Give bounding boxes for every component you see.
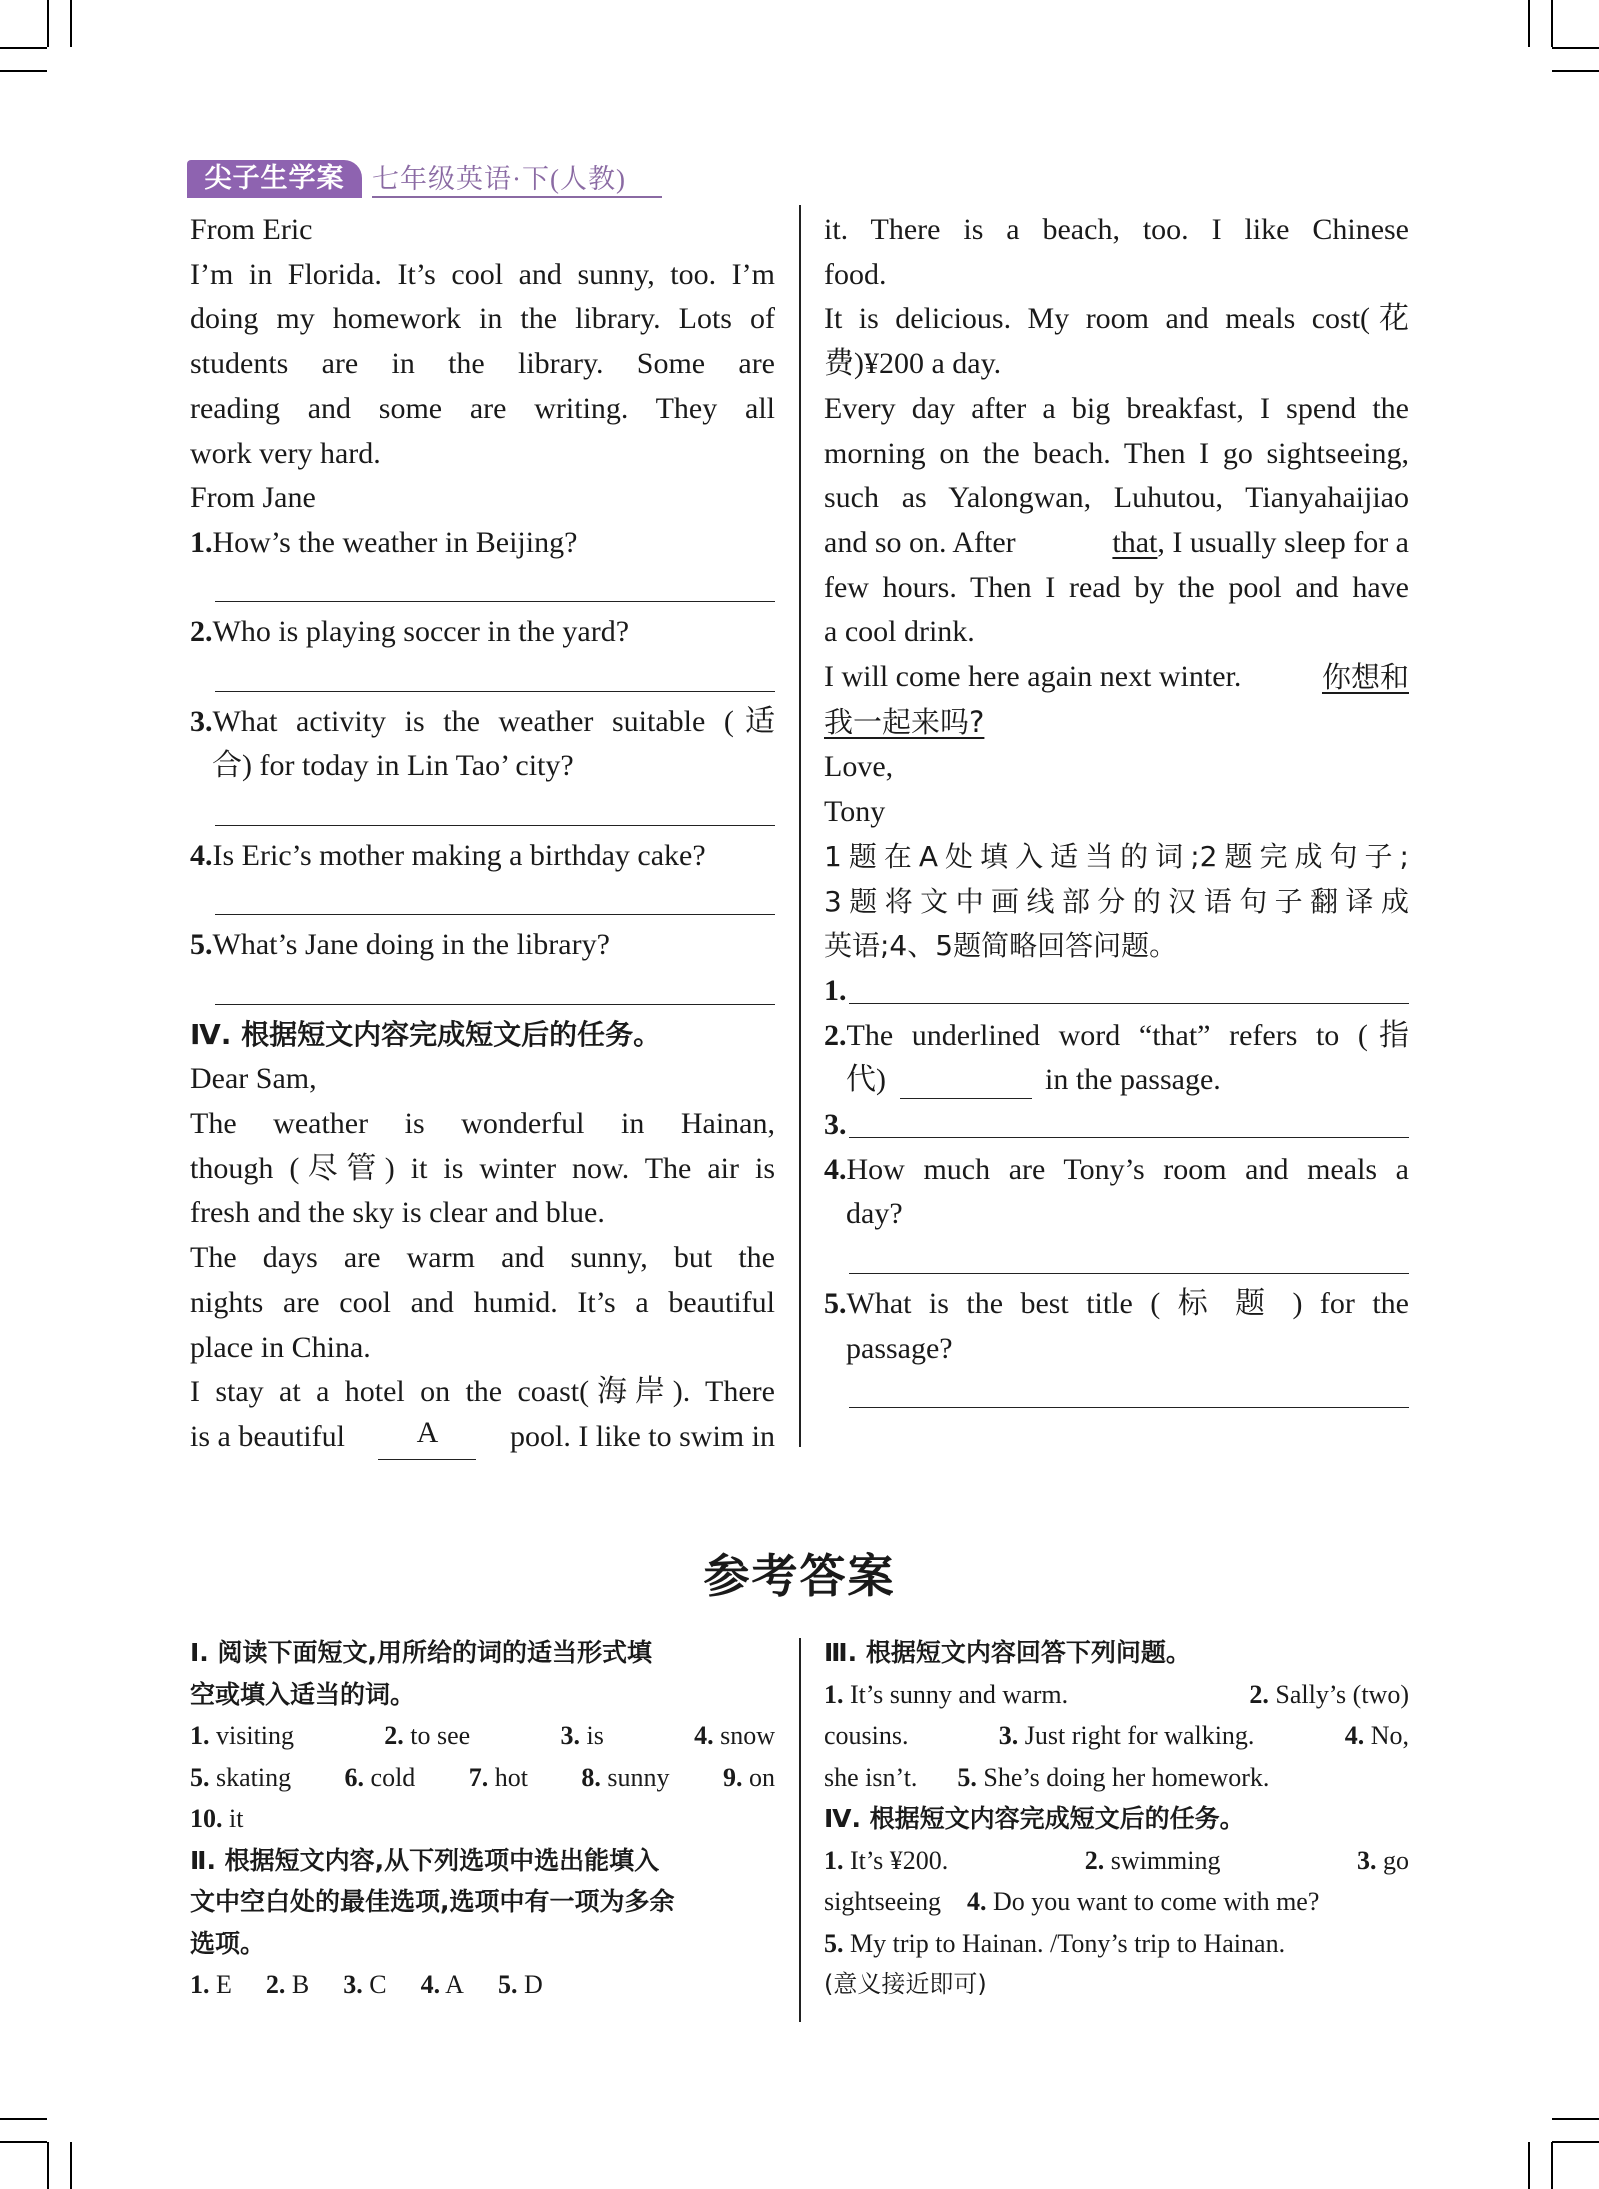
task-4 xyxy=(824,1148,1409,1193)
eric-letter-line: work very hard. xyxy=(190,436,381,470)
answer-text: C xyxy=(369,1970,387,1999)
letter-line: few hours. Then I read by the pool and have xyxy=(824,570,1409,604)
answer-line-5[interactable] xyxy=(190,968,775,1013)
answer-item xyxy=(581,1757,669,1799)
answer-text: hot xyxy=(494,1762,528,1792)
letter-line: nights are cool and humid. It’s a beautiful xyxy=(190,1285,775,1319)
task-4-cont: day? xyxy=(846,1197,903,1231)
crop-mark xyxy=(1528,2142,1530,2189)
task-2-cont xyxy=(824,1058,1409,1103)
question-text: What activity is the weather suitable (适 xyxy=(212,704,775,738)
letter-line: Every day after a big breakfast, I spend the xyxy=(824,391,1409,425)
question-text: Who is playing soccer in the yard? xyxy=(212,615,630,649)
answer-row xyxy=(824,1674,1409,1716)
answer-row xyxy=(190,1964,775,2006)
answer-line-4[interactable] xyxy=(190,879,775,924)
letter-text: and so on. After xyxy=(824,525,1016,559)
question-number: 2. xyxy=(190,615,213,649)
answer-text: sunny xyxy=(607,1762,670,1792)
answer-item xyxy=(824,1674,1068,1716)
answer-number: 7. xyxy=(468,1762,489,1792)
crop-mark xyxy=(1551,2142,1553,2189)
answer-row xyxy=(824,1757,1409,1799)
answer-item xyxy=(343,1964,386,2006)
instructions-line: 3题将文中画线部分的汉语句子翻译成 xyxy=(824,884,1409,918)
answer-line-2[interactable] xyxy=(190,655,775,700)
answer-row xyxy=(824,1923,1409,1965)
letter-line: place in China. xyxy=(190,1330,371,1364)
answer-text: My trip to Hainan. /Tony’s trip to Hainan. xyxy=(850,1928,1286,1958)
answer-row xyxy=(190,1757,775,1799)
answer-text: It’s sunny and warm. xyxy=(850,1679,1069,1709)
answer-number: 2. xyxy=(1249,1679,1269,1709)
task-number: 2. xyxy=(824,1018,847,1052)
blank-a[interactable]: A xyxy=(378,1415,476,1460)
task-number: 5. xyxy=(824,1286,847,1320)
book-subtitle: 七年级英语·下(人教) xyxy=(372,162,662,198)
letter-line: The days are warm and sunny, but the xyxy=(190,1241,775,1275)
answer-item xyxy=(1249,1674,1409,1716)
answer-row xyxy=(190,1798,775,1840)
answer-number: 1. xyxy=(824,1679,844,1709)
answer-section-2-heading: 选项。 xyxy=(190,1928,266,1958)
crop-mark xyxy=(1552,2118,1599,2120)
answer-number: 5. xyxy=(824,1928,844,1958)
task-5-answer-line[interactable] xyxy=(824,1371,1409,1416)
answer-line-3[interactable] xyxy=(190,789,775,834)
column-divider xyxy=(799,1638,801,2022)
letter-text: I will come here again next winter. xyxy=(824,660,1242,694)
crop-mark xyxy=(1552,70,1599,72)
eric-letter-line: reading and some are writing. They all xyxy=(190,391,775,425)
answer-number: 4. xyxy=(420,1970,441,1999)
answer-text: Do you want to come with me? xyxy=(993,1887,1320,1916)
answer-item xyxy=(560,1715,603,1757)
letter-closing: Love, xyxy=(824,750,894,784)
question-4 xyxy=(190,834,775,879)
answer-item xyxy=(999,1715,1255,1757)
answer-number: 3. xyxy=(343,1970,363,1999)
letter-line-blank-a xyxy=(190,1415,775,1460)
answer-text: Sally’s (two) xyxy=(1275,1679,1409,1709)
answer-item xyxy=(190,1798,243,1840)
question-text: Is Eric’s mother making a birthday cake? xyxy=(212,838,706,872)
letter-line: morning on the beach. Then I go sightseeing, xyxy=(824,436,1409,470)
answer-item xyxy=(421,1964,464,2006)
task-text: 代) xyxy=(846,1063,886,1097)
answer-item xyxy=(469,1757,528,1799)
answer-number: 4. xyxy=(1344,1721,1365,1750)
letter-line: food. xyxy=(824,257,887,291)
answer-text: snow xyxy=(720,1721,775,1750)
letter-line-winter xyxy=(824,655,1409,700)
answer-number: 10. xyxy=(190,1804,223,1833)
task-3 xyxy=(824,1103,1409,1148)
answer-item xyxy=(824,1840,948,1882)
question-number: 1. xyxy=(190,525,213,559)
task-text: What is the best title ( 标 题 ) for the xyxy=(846,1286,1409,1320)
task-number: 3. xyxy=(824,1108,847,1142)
crop-mark xyxy=(0,2118,47,2120)
left-column xyxy=(190,208,775,1460)
answer-text: cold xyxy=(370,1762,416,1792)
letter-line: fresh and the sky is clear and blue. xyxy=(190,1196,605,1230)
answer-section-1-heading: Ⅰ. 阅读下面短文,用所给的词的适当形式填 xyxy=(190,1638,653,1667)
answer-item xyxy=(694,1715,775,1757)
answer-item xyxy=(957,1757,1269,1799)
answer-line-1[interactable] xyxy=(190,566,775,611)
column-divider xyxy=(799,205,801,1447)
task-text: in the passage. xyxy=(1045,1063,1221,1097)
question-number: 5. xyxy=(190,928,213,962)
letter-line: 费)¥200 a day. xyxy=(824,347,1002,381)
answer-section-2-heading: 文中空白处的最佳选项,选项中有一项为多余 xyxy=(190,1887,675,1916)
letter-line-that xyxy=(824,521,1409,566)
task-5 xyxy=(824,1282,1409,1327)
answer-section-3-heading: Ⅲ. 根据短文内容回答下列问题。 xyxy=(824,1638,1191,1667)
question-number: 3. xyxy=(190,704,213,738)
crop-mark xyxy=(0,70,47,72)
question-5 xyxy=(190,923,775,968)
task-3-answer-line[interactable] xyxy=(849,1137,1410,1138)
answer-number: 5. xyxy=(957,1762,977,1792)
answer-text: D xyxy=(523,1970,543,1999)
answer-item xyxy=(1085,1840,1221,1882)
question-3 xyxy=(190,700,775,745)
answer-number: 4. xyxy=(694,1721,714,1750)
crop-mark xyxy=(47,0,49,47)
answer-left-column xyxy=(190,1632,775,2006)
answer-item xyxy=(190,1964,232,2006)
from-jane-label: From Jane xyxy=(190,481,316,515)
letter-text: pool. I like to swim in xyxy=(509,1419,775,1453)
task-number: 1. xyxy=(824,973,847,1007)
answer-number: 8. xyxy=(581,1762,601,1792)
answer-text: on xyxy=(748,1762,775,1792)
answer-number: 4. xyxy=(967,1887,987,1916)
answer-item xyxy=(723,1757,775,1799)
right-column xyxy=(824,208,1409,1416)
answer-number: 5. xyxy=(190,1762,210,1792)
answer-row xyxy=(824,1715,1409,1757)
question-3-cont: 合) for today in Lin Tao’ city? xyxy=(212,749,574,783)
answer-text: to see xyxy=(410,1721,471,1750)
task-text: The underlined word “that” refers to (指 xyxy=(846,1018,1409,1052)
answer-item xyxy=(190,1715,294,1757)
letter-text-group xyxy=(1112,521,1409,566)
answer-number: 1. xyxy=(190,1970,210,1999)
answer-item xyxy=(266,1964,309,2006)
crop-mark xyxy=(1552,2141,1599,2143)
letter-line: such as Yalongwan, Luhutou, Tianyahaijiao xyxy=(824,481,1409,515)
answer-text: skating xyxy=(216,1762,292,1792)
answer-text: Just right for walking. xyxy=(1024,1721,1255,1750)
letter-text: , I usually sleep for a xyxy=(1157,525,1409,559)
answer-item xyxy=(967,1881,1319,1923)
answer-section-2-heading: Ⅱ. 根据短文内容,从下列选项中选出能填入 xyxy=(190,1845,660,1875)
answer-item xyxy=(824,1923,1285,1965)
answer-text: cousins. xyxy=(824,1721,909,1750)
instructions-line: 英语;4、5题简略回答问题。 xyxy=(824,929,1178,963)
crop-mark xyxy=(0,47,47,49)
answer-number: 9. xyxy=(722,1762,743,1792)
answer-number: 1. xyxy=(190,1721,210,1750)
letter-greeting: Dear Sam, xyxy=(190,1062,317,1096)
task-number: 4. xyxy=(824,1152,847,1186)
letter-line xyxy=(824,700,1409,746)
answer-number: 5. xyxy=(497,1970,518,1999)
answer-number: 3. xyxy=(560,1721,580,1750)
letter-line: it. There is a beach, too. I like Chinese xyxy=(824,213,1409,246)
answer-number: 2. xyxy=(265,1970,286,1999)
question-number: 4. xyxy=(190,838,213,872)
crop-mark xyxy=(0,2141,47,2143)
answer-text: is xyxy=(586,1721,604,1750)
answer-number: 1. xyxy=(824,1845,844,1875)
task-5-cont: passage? xyxy=(846,1331,953,1365)
letter-line: though (尽管) it is winter now. The air is xyxy=(190,1151,775,1185)
eric-letter-line: I’m in Florida. It’s cool and sunny, too. I’m xyxy=(190,257,775,291)
answer-item xyxy=(1357,1840,1409,1882)
question-text: How’s the weather in Beijing? xyxy=(212,525,578,559)
crop-mark xyxy=(70,0,72,47)
task-2-blank[interactable] xyxy=(900,1062,1032,1099)
answer-text: No, xyxy=(1370,1721,1409,1750)
letter-line: I stay at a hotel on the coast(海岸). There xyxy=(190,1375,775,1409)
underlined-word-that: that xyxy=(1112,525,1158,559)
answer-text: she isn’t. xyxy=(824,1762,918,1792)
answer-text: visiting xyxy=(216,1721,295,1750)
task-text: How much are Tony’s room and meals a xyxy=(846,1152,1409,1186)
crop-mark xyxy=(47,2142,49,2189)
answer-text: A xyxy=(445,1970,464,1999)
answer-text: sightseeing xyxy=(824,1887,941,1916)
answer-text: It’s ¥200. xyxy=(850,1845,949,1875)
crop-mark xyxy=(1552,47,1599,49)
answer-row xyxy=(824,1840,1409,1882)
letter-text: is a beautiful xyxy=(190,1419,345,1453)
underlined-chinese-sentence: 你想和 xyxy=(1321,660,1409,695)
crop-mark xyxy=(1528,0,1530,47)
letter-line: It is delicious. My room and meals cost(花 xyxy=(824,302,1409,336)
from-eric-label: From Eric xyxy=(190,213,313,246)
crop-mark xyxy=(1551,0,1553,47)
answer-number: 3. xyxy=(998,1721,1019,1750)
answer-item xyxy=(498,1964,543,2006)
answer-number: 2. xyxy=(384,1721,404,1750)
answer-row xyxy=(190,1715,775,1757)
answer-number: 3. xyxy=(1357,1845,1377,1875)
letter-line: a cool drink. xyxy=(824,615,975,649)
answer-section-1-heading: 空或填入适当的词。 xyxy=(190,1679,416,1709)
question-2 xyxy=(190,610,775,655)
answer-note: (意义接近即可) xyxy=(824,1970,987,1998)
answer-right-column xyxy=(824,1632,1409,2006)
task-1 xyxy=(824,969,1409,1014)
answer-text: swimming xyxy=(1110,1845,1221,1875)
answer-number: 6. xyxy=(344,1762,365,1792)
answer-item xyxy=(190,1757,291,1799)
answer-text: go xyxy=(1383,1845,1409,1875)
answer-section-4-heading: Ⅳ. 根据短文内容完成短文后的任务。 xyxy=(824,1804,1245,1833)
letter-signature: Tony xyxy=(824,795,886,829)
answer-key-title: 参考答案 xyxy=(703,1549,896,1603)
answer-item xyxy=(345,1757,416,1799)
question-1 xyxy=(190,521,775,566)
task-1-answer-line[interactable] xyxy=(849,1003,1410,1004)
task-4-answer-line[interactable] xyxy=(824,1237,1409,1282)
book-series-badge: 尖子生学案 xyxy=(187,160,362,198)
question-text: What’s Jane doing in the library? xyxy=(212,928,610,962)
answer-item xyxy=(1345,1715,1409,1757)
section-4-heading: Ⅳ. 根据短文内容完成短文后的任务。 xyxy=(190,1017,662,1051)
answer-item xyxy=(384,1715,470,1757)
answer-row xyxy=(824,1881,1409,1923)
eric-letter-line: students are in the library. Some are xyxy=(190,347,775,381)
answer-text: B xyxy=(291,1970,310,1999)
answer-text: She’s doing her homework. xyxy=(983,1762,1270,1792)
answer-text: E xyxy=(216,1970,232,1999)
answer-number: 2. xyxy=(1084,1845,1105,1875)
task-2 xyxy=(824,1014,1409,1059)
letter-line: The weather is wonderful in Hainan, xyxy=(190,1106,775,1140)
crop-mark xyxy=(70,2142,72,2189)
eric-letter-line: doing my homework in the library. Lots of xyxy=(190,302,775,336)
underlined-chinese-sentence: 我一起来吗? xyxy=(824,704,985,739)
instructions-line: 1题在A处填入适当的词;2题完成句子; xyxy=(824,839,1409,873)
answer-text: it xyxy=(229,1804,244,1833)
